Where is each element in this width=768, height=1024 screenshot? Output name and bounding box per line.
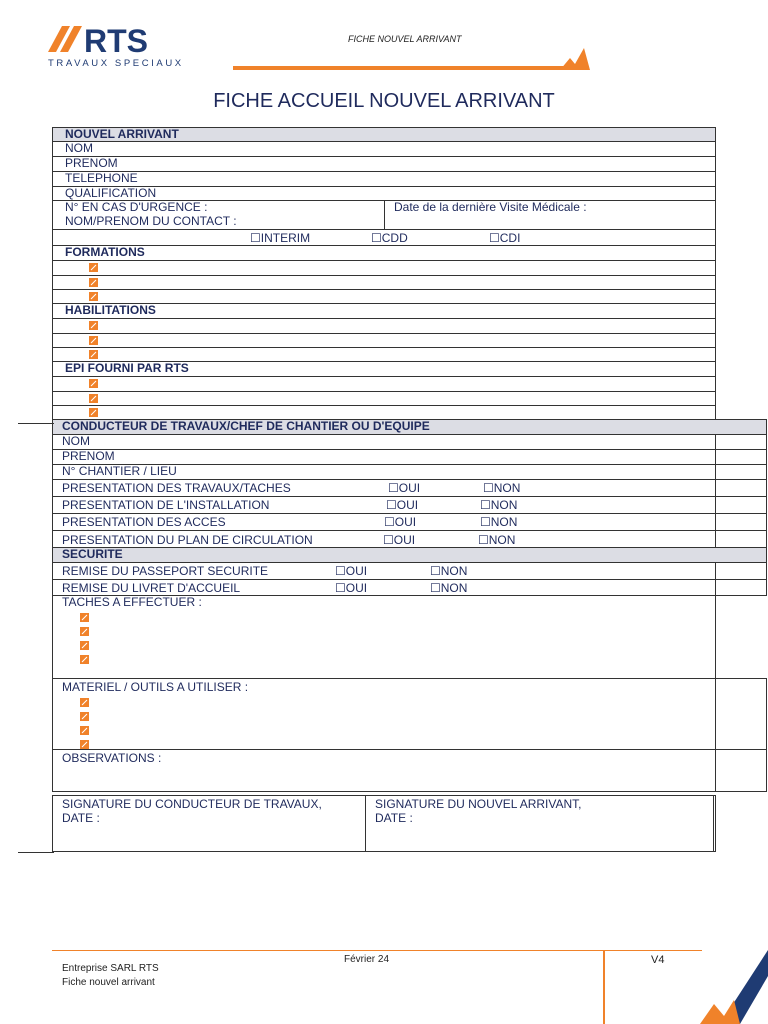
section-heading-epi: EPI FOURNI PAR RTS [52,362,716,377]
checkbox-interim[interactable]: ☐INTERIM [250,231,311,245]
footer-logo-icon [700,950,768,1024]
checkbox-oui[interactable]: ☐OUI [384,515,417,529]
conducteur-prenom[interactable]: PRENOM [52,450,716,465]
orange-bullet-icon [80,627,89,636]
checkbox-cdi[interactable]: ☐CDI [489,231,521,245]
checkbox-non[interactable]: ☐NON [430,581,468,595]
orange-bullet-icon [80,698,89,707]
section-heading-nouvel-arrivant: NOUVEL ARRIVANT [52,127,716,142]
label-contact: NOM/PRENOM DU CONTACT : [65,213,237,228]
page-title: FICHE ACCUEIL NOUVEL ARRIVANT [213,90,555,112]
checkbox-oui[interactable]: ☐OUI [388,481,421,495]
signature-arrivant[interactable]: SIGNATURE DU NOUVEL ARRIVANT, DATE : [375,797,582,825]
presentation-row-4: PRESENTATION DU PLAN DE CIRCULATION ☐OUI ☐NON [52,531,716,548]
observations-field[interactable] [52,750,716,792]
orange-bullet-icon [89,350,98,359]
habilitation-line-2[interactable] [52,334,716,348]
conducteur-chantier[interactable]: N° CHANTIER / LIEU [52,465,716,480]
label-observations: OBSERVATIONS : [62,751,162,765]
signature-conducteur[interactable]: SIGNATURE DU CONDUCTEUR DE TRAVAUX, DATE : [62,797,322,825]
securite-row-1: REMISE DU PASSEPORT SECURITE ☐OUI ☐NON [52,563,716,580]
section-heading-conducteur: CONDUCTEUR DE TRAVAUX/CHEF DE CHANTIER OU D'EQUIPE [52,420,716,435]
checkbox-oui[interactable]: ☐OUI [383,533,416,547]
orange-bullet-icon [80,726,89,735]
materiel-field[interactable] [52,679,716,750]
margin-line [18,852,54,853]
orange-bullet-icon [89,263,98,272]
checkbox-non[interactable]: ☐NON [483,481,521,495]
field-telephone[interactable]: TELEPHONE [52,172,716,187]
section-heading-habilitations: HABILITATIONS [52,304,716,319]
conducteur-nom[interactable]: NOM [52,435,716,450]
logo-subtitle: TRAVAUX SPECIAUX [48,58,184,69]
orange-bullet-icon [89,408,98,417]
orange-bullet-icon [89,321,98,330]
epi-line-3[interactable] [52,406,716,420]
footer-version: V4 [651,954,665,966]
orange-bullet-icon [80,641,89,650]
formation-line-2[interactable] [52,276,716,290]
checkbox-oui[interactable]: ☐OUI [386,498,419,512]
contract-type-row [52,230,716,246]
orange-bullet-icon [89,394,98,403]
field-nom[interactable]: NOM [52,142,716,157]
checkbox-oui[interactable]: ☐OUI [335,581,368,595]
section-heading-securite: SECURITE [52,548,716,563]
checkbox-cdd[interactable]: ☐CDD [371,231,408,245]
orange-bullet-icon [80,712,89,721]
section-heading-formations: FORMATIONS [52,246,716,261]
field-qualification[interactable]: QUALIFICATION [52,187,716,201]
logo-text: RTS [84,23,148,59]
orange-bullet-icon [89,379,98,388]
orange-bullet-icon [89,292,98,301]
checkbox-non[interactable]: ☐NON [480,498,518,512]
formation-line-1[interactable] [52,261,716,276]
habilitation-line-1[interactable] [52,319,716,334]
checkbox-oui[interactable]: ☐OUI [335,564,368,578]
securite-row-2: REMISE DU LIVRET D'ACCUEIL ☐OUI ☐NON [52,580,716,596]
orange-bullet-icon [80,655,89,664]
margin-line [18,423,54,424]
orange-bullet-icon [80,613,89,622]
arrival-form [52,127,716,852]
field-prenom[interactable]: PRENOM [52,157,716,172]
label-visite-medicale: Date de la dernière Visite Médicale : [394,200,587,214]
label-materiel: MATERIEL / OUTILS A UTILISER : [62,680,249,694]
orange-bullet-icon [89,336,98,345]
footer-divider [603,950,605,1024]
presentation-row-1: PRESENTATION DES TRAVAUX/TACHES ☐OUI ☐NON [52,480,716,497]
presentation-row-2: PRESENTATION DE L'INSTALLATION ☐OUI ☐NON [52,497,716,514]
document-heading: FICHE NOUVEL ARRIVANT [348,34,462,44]
label-taches: TACHES A EFFECTUER : [62,595,202,609]
habilitation-line-3[interactable] [52,348,716,362]
header-mountain-icon [560,48,590,70]
presentation-row-3: PRESENTATION DES ACCES ☐OUI ☐NON [52,514,716,531]
footer-company: Entreprise SARL RTS Fiche nouvel arrivant [62,963,159,988]
signature-row [52,795,716,852]
orange-bullet-icon [80,740,89,749]
formation-line-3[interactable] [52,290,716,304]
checkbox-non[interactable]: ☐NON [430,564,468,578]
epi-line-1[interactable] [52,377,716,392]
orange-bullet-icon [89,278,98,287]
footer-date: Février 24 [344,954,390,965]
checkbox-non[interactable]: ☐NON [480,515,518,529]
label-urgence: N° EN CAS D'URGENCE : [65,200,208,214]
epi-line-2[interactable] [52,392,716,406]
checkbox-non[interactable]: ☐NON [478,533,516,547]
header-orange-bar [233,66,568,70]
field-urgence-contact[interactable] [52,201,716,230]
taches-field[interactable] [52,596,716,679]
